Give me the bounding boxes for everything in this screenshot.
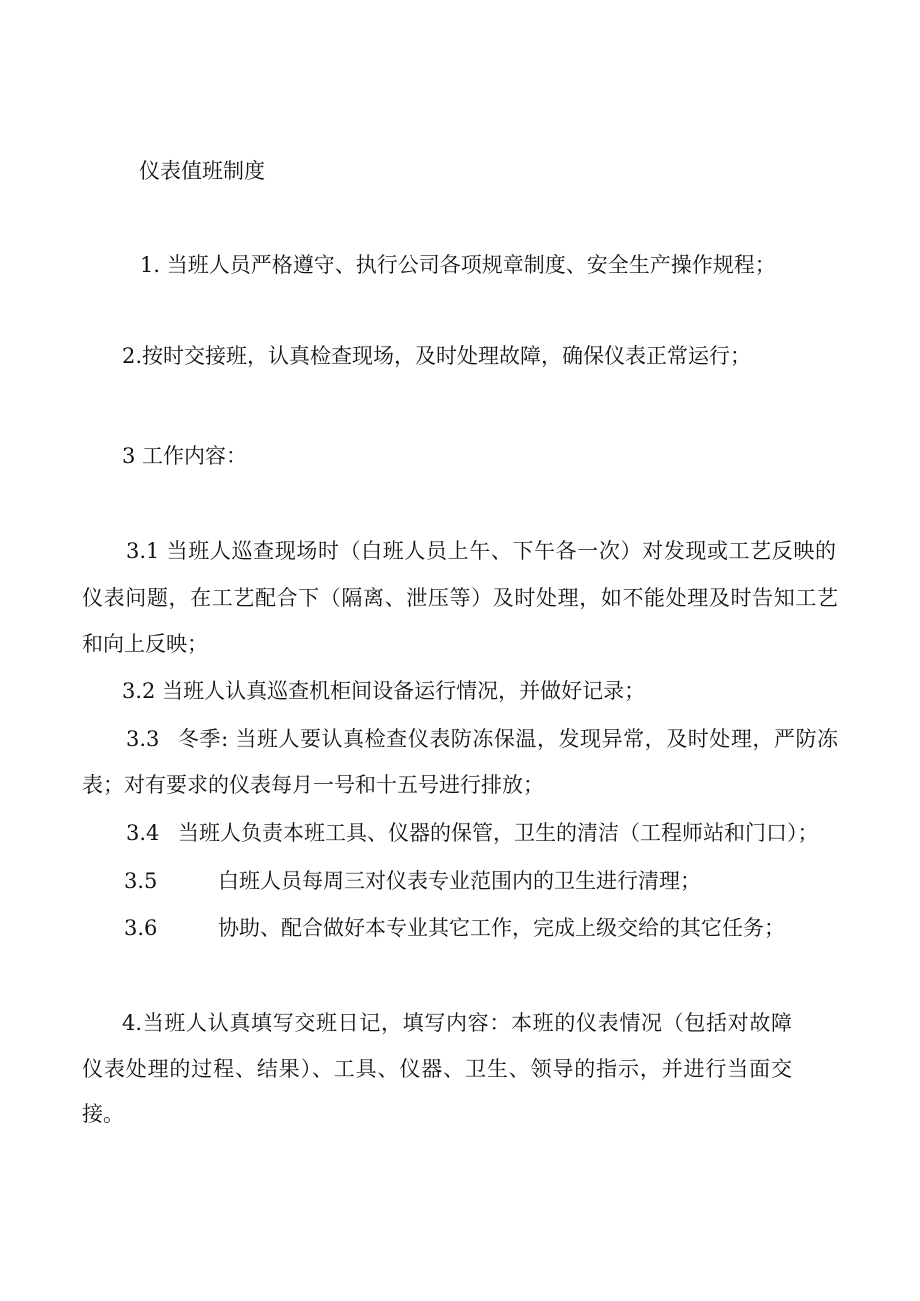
item-3-3-line-2: 表；对有要求的仪表每月一号和十五号进行排放； bbox=[82, 773, 544, 797]
item-3-6-text: 协助、配合做好本专业其它工作，完成上级交给的其它任务； bbox=[218, 916, 785, 940]
item-3-3-number: 3.3 bbox=[126, 727, 160, 751]
item-4-line-3: 接。 bbox=[82, 1102, 124, 1126]
item-3-6-number: 3.6 bbox=[124, 916, 158, 940]
item-3-1-line-3: 和向上反映； bbox=[82, 632, 208, 656]
item-3-1-line-2: 仪表问题，在工艺配合下（隔离、泄压等）及时处理，如不能处理及时告知工艺 bbox=[82, 586, 838, 610]
item-3-5-text: 白班人员每周三对仪表专业范围内的卫生进行清理； bbox=[218, 869, 701, 893]
item-3-2: 3.2 当班人认真巡查机柜间设备运行情况，并做好记录； bbox=[122, 679, 646, 703]
item-3-1-line-1: 3.1 当班人巡查现场时（白班人员上午、下午各一次）对发现或工艺反映的 bbox=[126, 539, 836, 563]
item-2: 2.按时交接班，认真检查现场，及时处理故障，确保仪表正常运行； bbox=[122, 344, 752, 368]
item-3-heading: 3 工作内容： bbox=[122, 444, 248, 468]
item-3-4-number: 3.4 bbox=[126, 821, 160, 845]
item-4-line-2: 仪表处理的过程、结果）、工具、仪器、卫生、领导的指示，并进行当面交 bbox=[82, 1057, 792, 1081]
item-1: 1. 当班人员严格遵守、执行公司各项规章制度、安全生产操作规程； bbox=[140, 253, 776, 277]
item-4-line-1: 4.当班人认真填写交班日记，填写内容：本班的仪表情况（包括对故障 bbox=[122, 1011, 792, 1035]
page-title: 仪表值班制度 bbox=[139, 159, 265, 183]
item-3-4-text: 当班人负责本班工具、仪器的保管，卫生的清洁（工程师站和门口）； bbox=[178, 821, 819, 845]
item-3-3-line-1: 冬季: 当班人要认真检查仪表防冻保温，发现异常，及时处理，严防冻 bbox=[178, 727, 838, 751]
item-3-5-number: 3.5 bbox=[124, 869, 158, 893]
